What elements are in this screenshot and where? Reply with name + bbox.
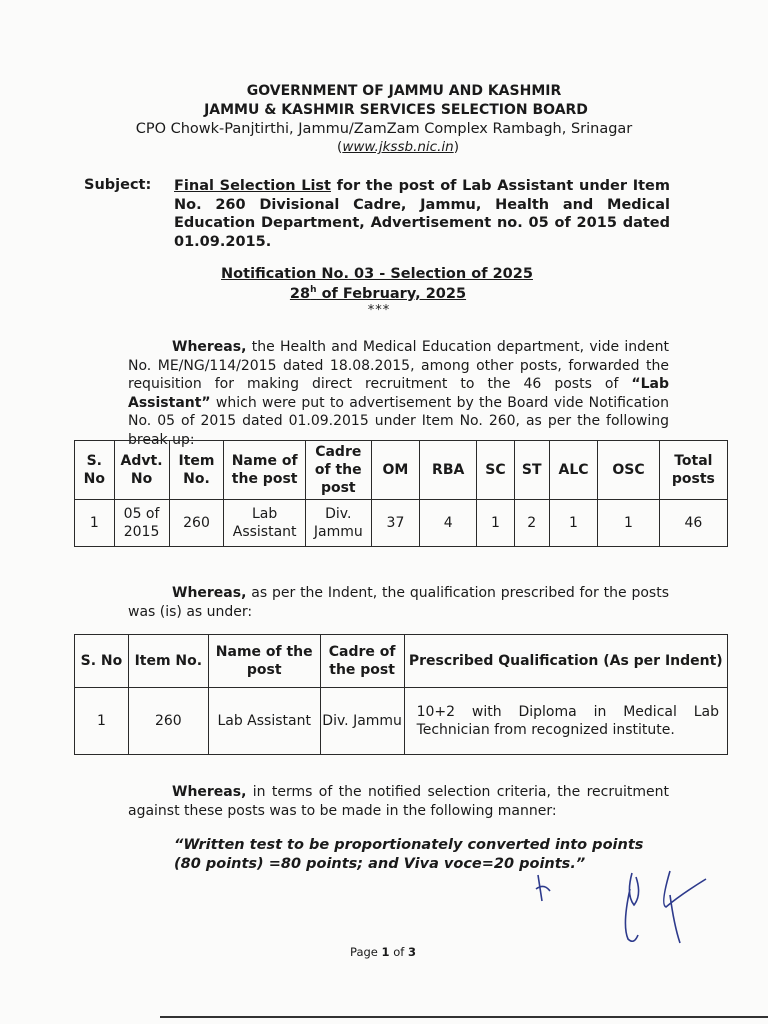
table-cell: Div. Jammu bbox=[320, 688, 404, 755]
para2-lead: Whereas, bbox=[172, 585, 247, 601]
table-row bbox=[75, 688, 728, 755]
table-header: Item No. bbox=[128, 635, 208, 688]
page-footer bbox=[0, 945, 767, 959]
footer-of-label: of bbox=[389, 945, 408, 959]
notification-title: Notification No. 03 - Selection of 2025 bbox=[221, 266, 533, 282]
para2-text: as per the Indent, the qualification prescribed for the posts was (is) as under: bbox=[128, 585, 669, 620]
table-header: SC bbox=[477, 441, 514, 500]
paragraph-qualification bbox=[128, 584, 669, 621]
table-cell: 4 bbox=[420, 500, 477, 547]
subject-underlined: Final Selection List bbox=[174, 178, 331, 194]
table-row bbox=[75, 500, 728, 547]
signature-mark bbox=[530, 865, 720, 955]
table-cell: 1 bbox=[75, 688, 129, 755]
separator-stars: *** bbox=[367, 303, 391, 318]
para1-bold: “Lab Assistant” bbox=[128, 376, 669, 411]
table-header: Advt. No bbox=[114, 441, 169, 500]
para1-lead: Whereas, bbox=[172, 339, 247, 355]
notification-date bbox=[0, 285, 762, 302]
table-header-row bbox=[75, 441, 728, 500]
table-cell: 1 bbox=[598, 500, 660, 547]
table-header: ALC bbox=[549, 441, 597, 500]
table-header: Total posts bbox=[659, 441, 727, 500]
footer-page-total: 3 bbox=[407, 945, 416, 959]
table-header: Name of the post bbox=[224, 441, 305, 500]
date-rest: of February, 2025 bbox=[316, 285, 467, 302]
qualification-table bbox=[74, 634, 728, 755]
bottom-rule bbox=[160, 1016, 768, 1018]
table-cell: 1 bbox=[75, 500, 115, 547]
table-header: OSC bbox=[598, 441, 660, 500]
date-suffix: h bbox=[310, 285, 317, 295]
table-header: Name of the post bbox=[208, 635, 320, 688]
table-cell: 46 bbox=[659, 500, 727, 547]
subject-body: for the post of Lab Assistant under Item No. 260 Divisional Cadre, Jammu, Health and Medical Education Department, Advertisement no. 05 of 2015 dated 01.09.2015. bbox=[174, 178, 670, 250]
para3-lead: Whereas, bbox=[172, 784, 247, 800]
table-cell: 37 bbox=[371, 500, 419, 547]
posts-breakup-table bbox=[74, 440, 728, 547]
para3-text: in terms of the notified selection criteria, the recruitment against these posts was to be made in the following manner: bbox=[128, 784, 669, 819]
para1-text2: which were put to advertisement by the Board vide Notification No. 05 of 2015 dated 01.09.2015 under Item No. 260, as per the following break up: bbox=[128, 394, 669, 448]
subject-text bbox=[174, 177, 670, 251]
table-header-row bbox=[75, 635, 728, 688]
footer-page-number: 1 bbox=[381, 945, 390, 959]
header-government: GOVERNMENT OF JAMMU AND KASHMIR bbox=[246, 83, 562, 99]
table-cell: Div. Jammu bbox=[305, 500, 371, 547]
table-header: S. No bbox=[75, 635, 129, 688]
table-header: S. No bbox=[75, 441, 115, 500]
subject-label: Subject: bbox=[84, 177, 152, 193]
table-cell: 05 of 2015 bbox=[114, 500, 169, 547]
table-cell: Lab Assistant bbox=[208, 688, 320, 755]
table-header: Cadre of the post bbox=[320, 635, 404, 688]
date-day: 28 bbox=[289, 285, 311, 302]
selection-criteria-quote: “Written test to be proportionately converted into points (80 points) =80 points; and Viva voce=20 points.” bbox=[174, 837, 644, 872]
table-header: Cadre of the post bbox=[305, 441, 371, 500]
table-header: RBA bbox=[420, 441, 477, 500]
table-cell-qualification: 10+2 with Diploma in Medical Lab Technician from recognized institute. bbox=[404, 688, 727, 755]
paragraph-indent bbox=[128, 338, 669, 449]
table-cell: 260 bbox=[169, 500, 224, 547]
header-website: (www.jkssb.nic.in) bbox=[337, 139, 459, 155]
table-cell: 2 bbox=[514, 500, 549, 547]
table-cell: Lab Assistant bbox=[224, 500, 305, 547]
paragraph-selection-criteria bbox=[128, 783, 669, 820]
table-header: OM bbox=[371, 441, 419, 500]
header-board: JAMMU & KASHMIR SERVICES SELECTION BOARD bbox=[204, 102, 588, 118]
table-header: Prescribed Qualification (As per Indent) bbox=[404, 635, 727, 688]
table-cell: 1 bbox=[477, 500, 514, 547]
table-header: ST bbox=[514, 441, 549, 500]
para1-text1: the Health and Medical Education department, vide indent No. ME/NG/114/2015 dated 18.08.2015, among other posts, forwarded the requisition for making direct recruitment to the 46 posts of bbox=[128, 339, 669, 392]
website-link[interactable]: www.jkssb.nic.in bbox=[342, 139, 454, 155]
table-cell: 260 bbox=[128, 688, 208, 755]
table-cell: 1 bbox=[549, 500, 597, 547]
table-header: Item No. bbox=[169, 441, 224, 500]
header-address: CPO Chowk-Panjtirthi, Jammu/ZamZam Complex Rambagh, Srinagar bbox=[135, 121, 633, 137]
footer-page-label: Page bbox=[350, 945, 382, 959]
